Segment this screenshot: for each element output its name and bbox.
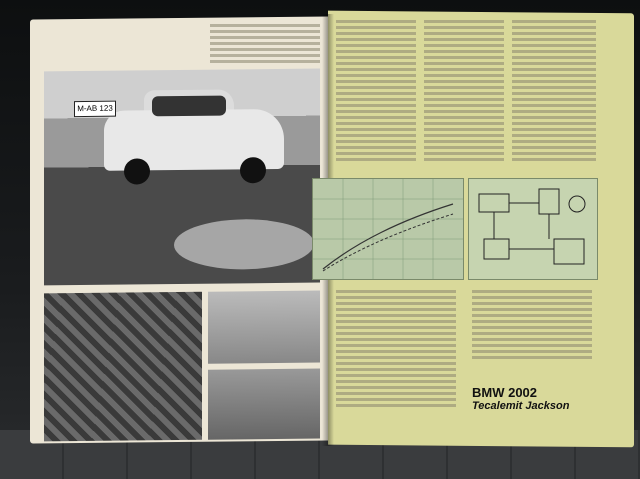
- car-small-photo: [208, 369, 320, 440]
- puddle: [174, 219, 314, 270]
- article-heading-title: BMW 2002: [472, 385, 538, 400]
- rear-wheel: [240, 157, 266, 183]
- engine-bay-photo: [44, 292, 202, 442]
- car-on-road-photo: [44, 69, 320, 286]
- article-heading-subtitle: Tecalemit Jackson: [472, 400, 570, 412]
- left-page-text-top: [210, 24, 320, 66]
- right-page-column-1: [336, 20, 416, 164]
- right-page-lower-text-2: [472, 290, 592, 362]
- right-page-column-3: [512, 20, 596, 164]
- car-front-closeup-photo: [208, 291, 320, 364]
- left-page: [30, 16, 328, 443]
- license-plate: M-AB 123: [74, 101, 116, 117]
- article-heading: [472, 386, 592, 413]
- injection-schematic: [468, 178, 598, 280]
- car-window: [152, 96, 226, 117]
- right-page-column-2: [424, 20, 504, 164]
- front-wheel: [124, 158, 150, 184]
- performance-graph: [312, 178, 464, 280]
- right-page-lower-text: [336, 290, 456, 410]
